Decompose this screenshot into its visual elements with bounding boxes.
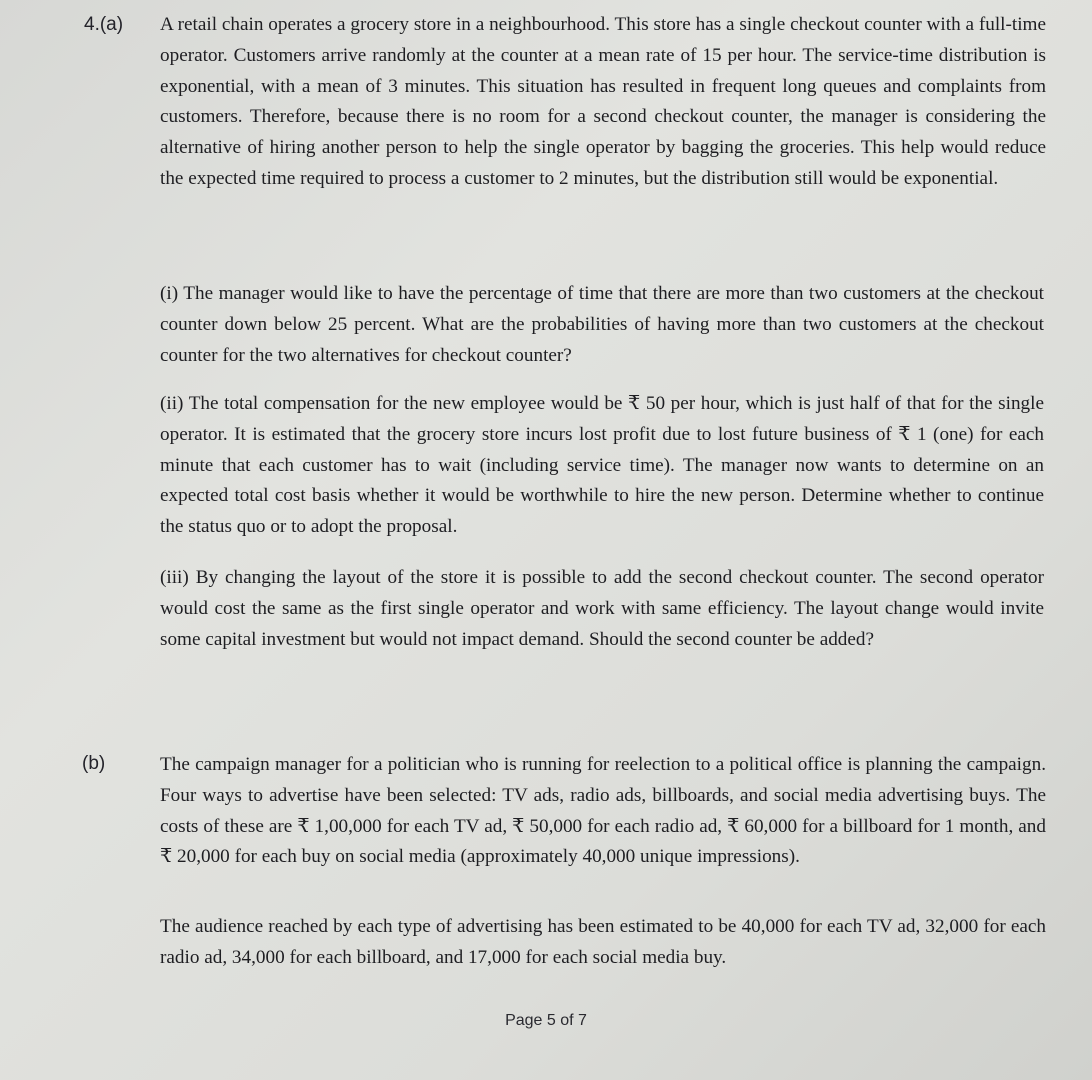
question-4b-label: (b) — [82, 753, 106, 774]
question-4b-paragraph-1: The campaign manager for a politician who is running for reelection to a political office is planning the campaign. Four ways to advertise have been selected: TV ads, radio ads, billboards, and social media advertising buys. The costs of these are ₹ 1,00,000 for each TV ad, ₹ 50,000 for each radio ad, ₹ 60,000 for a billboard for 1 month, and ₹ 20,000 for each buy on social media (approximately 40,000 unique impressions). — [160, 754, 1046, 868]
question-4a-intro: A retail chain operates a grocery store in a neighbourhood. This store has a single checkout counter with a full-time operator. Customers arrive randomly at the counter at a mean rate of 15 per hour. The service-time distribution is exponential, with a mean of 3 minutes. This situation has resulted in frequent long queues and complaints from customers. Therefore, because there is no room for a second checkout counter, the manager is considering the alternative of hiring another person to help the single operator by bagging the groceries. This help would reduce the expected time required to process a customer to 2 minutes, but the distribution still would be exponential. — [160, 14, 1046, 189]
question-4a-sub-i: (i) The manager would like to have the percentage of time that there are more than two customers at the checkout counter down below 25 percent. What are the probabilities of having more than two customers at the checkout counter for the two alternatives for checkout counter? — [160, 283, 1044, 366]
question-4a-sub-iii: (iii) By changing the layout of the store it is possible to add the second checkout counter. The second operator would cost the same as the first single operator and work with same efficiency. The layout change would invite some capital investment but would not impact demand. Should the second counter be added? — [160, 567, 1044, 650]
page-number: Page 5 of 7 — [505, 1012, 587, 1029]
question-4a-label: 4.(a) — [84, 14, 124, 35]
question-4b-paragraph-2: The audience reached by each type of advertising has been estimated to be 40,000 for each TV ad, 32,000 for each radio ad, 34,000 for each billboard, and 17,000 for each social media buy. — [160, 916, 1046, 968]
question-4a-sub-ii: (ii) The total compensation for the new employee would be ₹ 50 per hour, which is just half of that for the single operator. It is estimated that the grocery store incurs lost profit due to lost future business of ₹ 1 (one) for each minute that each customer has to wait (including service time). The manager now wants to determine on an expected total cost basis whether it would be worthwhile to hire the new person. Determine whether to continue the status quo or to adopt the proposal. — [160, 393, 1044, 538]
